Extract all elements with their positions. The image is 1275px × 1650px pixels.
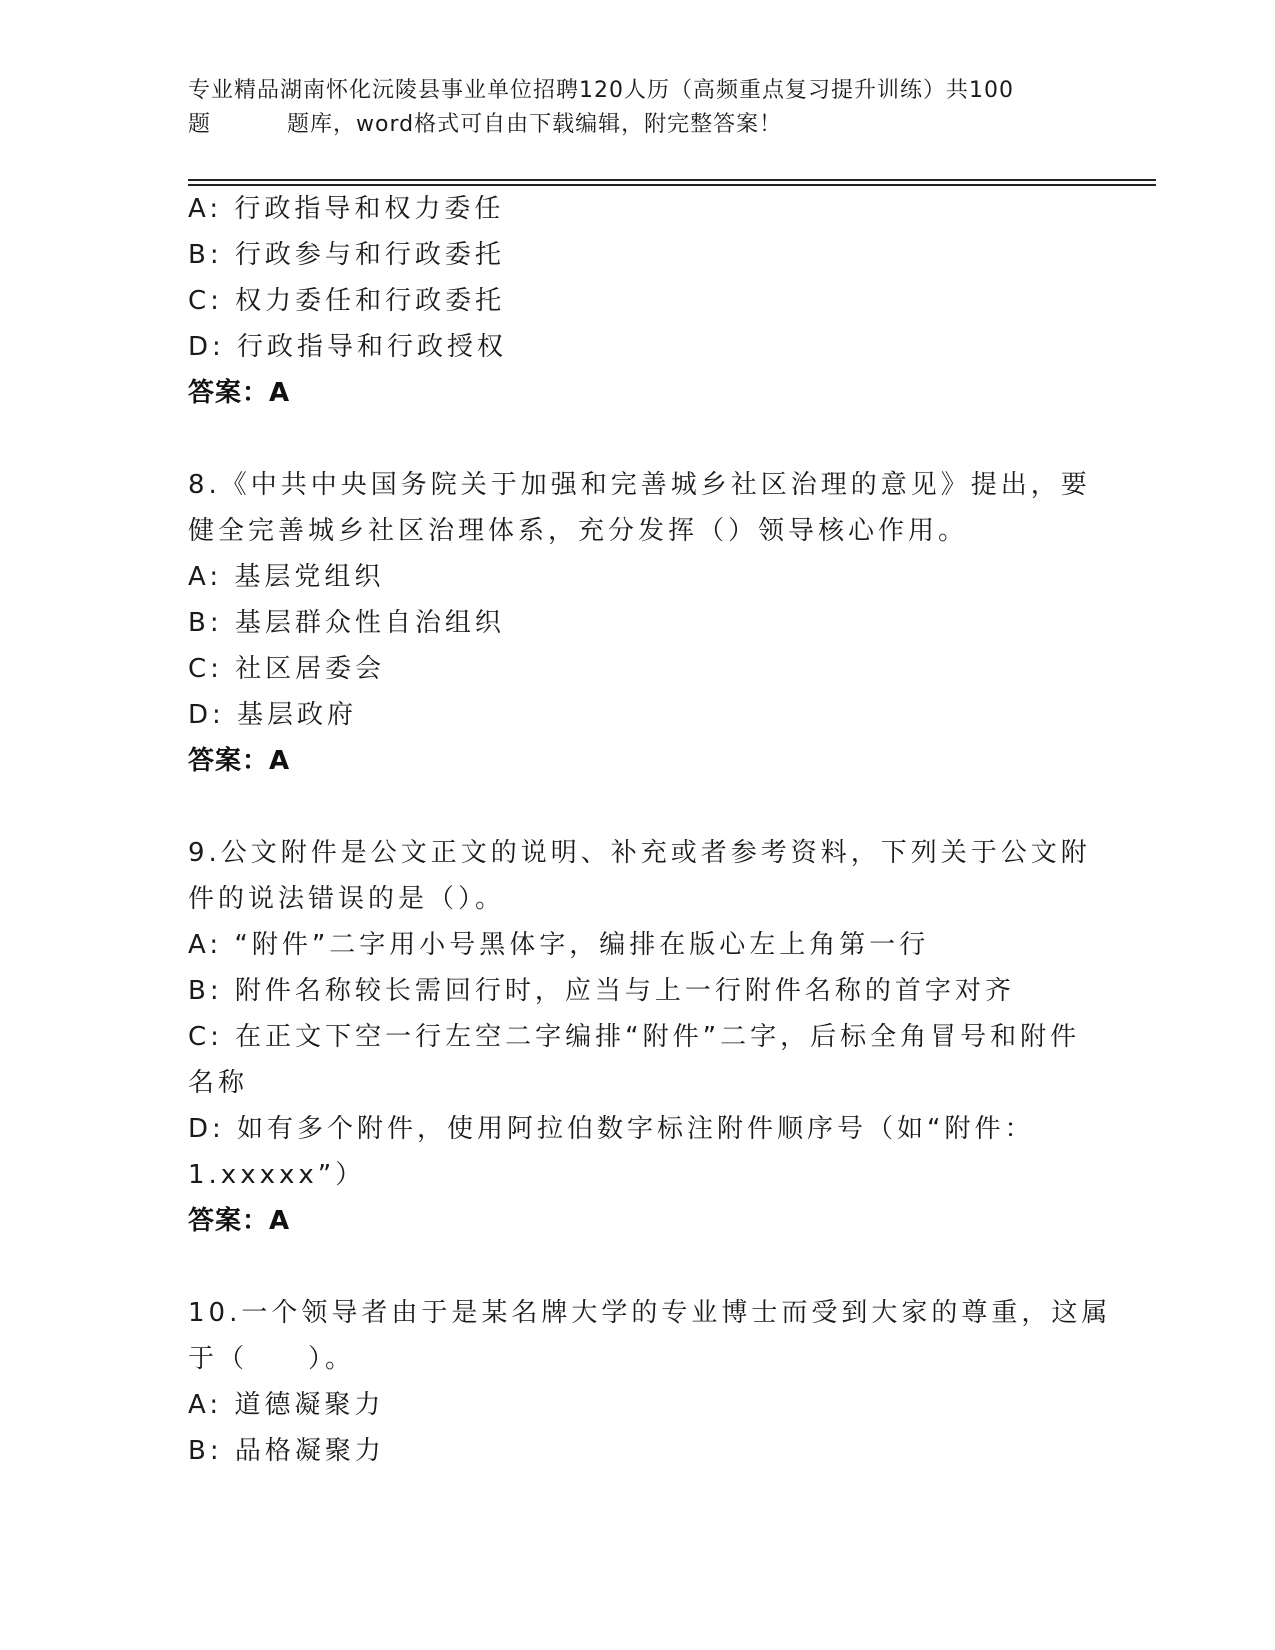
answer-line: 答案：A [188,746,291,776]
option-c: C: 权力委任和行政委托 [188,286,506,316]
question-stem-continued: 于（ ）。 [188,1344,356,1374]
question-stem: 9.公文附件是公文正文的说明、补充或者参考资料，下列关于公文附 [188,838,1091,868]
document-header [188,74,1088,142]
option-b: B: 基层群众性自治组织 [188,608,505,638]
header-title-line-2 [188,108,1088,142]
answer-line: 答案：A [188,378,291,408]
option-c: C: 社区居委会 [188,654,386,684]
question-block-previous [188,186,1088,416]
header-line-2-right: 题库，word格式可自由下载编辑，附完整答案！ [287,112,783,137]
question-block-9 [188,830,1091,1244]
option-b: B: 品格凝聚力 [188,1436,385,1466]
header-title-line-1: 专业精品湖南怀化沅陵县事业单位招聘120人历（高频重点复习提升训练）共100 [188,78,1014,103]
option-a: A: 行政指导和权力委任 [188,194,505,224]
option-b: B: 行政参与和行政委托 [188,240,505,270]
option-d: D: 基层政府 [188,700,358,730]
question-stem-continued: 件的说法错误的是（）。 [188,884,506,914]
question-list [188,186,1112,1474]
answer-line: 答案：A [188,1206,291,1236]
option-c-continued: 名称 [188,1068,249,1098]
question-stem: 8.《中共中央国务院关于加强和完善城乡社区治理的意见》提出，要 [188,470,1091,500]
option-c: C: 在正文下空一行左空二字编排“附件”二字，后标全角冒号和附件 [188,1022,1081,1052]
question-stem: 10.一个领导者由于是某名牌大学的专业博士而受到大家的尊重，这属 [188,1298,1112,1328]
option-a: A: 基层党组织 [188,562,385,592]
header-line-2-left: 题 [188,112,212,137]
question-block-10 [188,1290,1112,1474]
option-d-continued: 1.xxxxx”） [188,1160,366,1190]
question-block-8 [188,462,1091,784]
option-a: A: 道德凝聚力 [188,1390,385,1420]
header-divider-top [188,179,1156,181]
option-d: D: 如有多个附件，使用阿拉伯数字标注附件顺序号（如“附件： [188,1114,1035,1144]
option-d: D: 行政指导和行政授权 [188,332,508,362]
option-a: A: “附件”二字用小号黑体字，编排在版心左上角第一行 [188,930,930,960]
option-b: B: 附件名称较长需回行时，应当与上一行附件名称的首字对齐 [188,976,1015,1006]
question-stem-continued: 健全完善城乡社区治理体系，充分发挥（）领导核心作用。 [188,516,969,546]
